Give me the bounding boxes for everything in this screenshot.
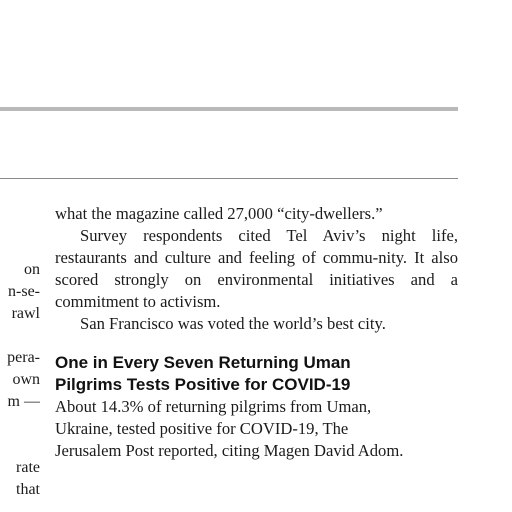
headline-line: Pilgrims Tests Positive for COVID-19 xyxy=(55,375,351,394)
body-line: About 14.3% of returning pilgrims from Uman, xyxy=(55,397,372,416)
article-paragraph xyxy=(55,396,458,462)
left-column-fragment: own xyxy=(12,371,40,388)
left-column-fragment: on xyxy=(24,261,40,278)
right-column xyxy=(55,203,458,462)
left-column-fragment: rawl xyxy=(11,305,40,322)
article-paragraph: San Francisco was voted the world’s best city. xyxy=(80,314,386,333)
article-paragraph: what the magazine called 27,000 “city-dwellers.” xyxy=(55,204,383,223)
left-column-fragment: that xyxy=(16,481,40,498)
body-line: Jerusalem Post reported, citing Magen David Adom. xyxy=(55,441,404,460)
left-column-fragment: pera- xyxy=(7,349,40,366)
left-column-fragment: n-se- xyxy=(8,283,40,300)
section-divider-thick xyxy=(0,107,458,111)
headline-line: One in Every Seven Returning Uman xyxy=(55,353,351,372)
left-column-fragment: rate xyxy=(16,459,40,476)
left-column-cropped xyxy=(0,0,40,512)
section-divider-thin xyxy=(0,178,458,179)
body-line: Ukraine, tested positive for COVID-19, The xyxy=(55,419,349,438)
article-paragraph: Survey respondents cited Tel Aviv’s night life, restaurants and culture and feeling of commu-nity. It also scored strongly on environmental initiatives and a commitment to activism. xyxy=(55,226,458,311)
left-column-fragment: m — xyxy=(7,393,40,410)
article-headline xyxy=(55,352,458,396)
